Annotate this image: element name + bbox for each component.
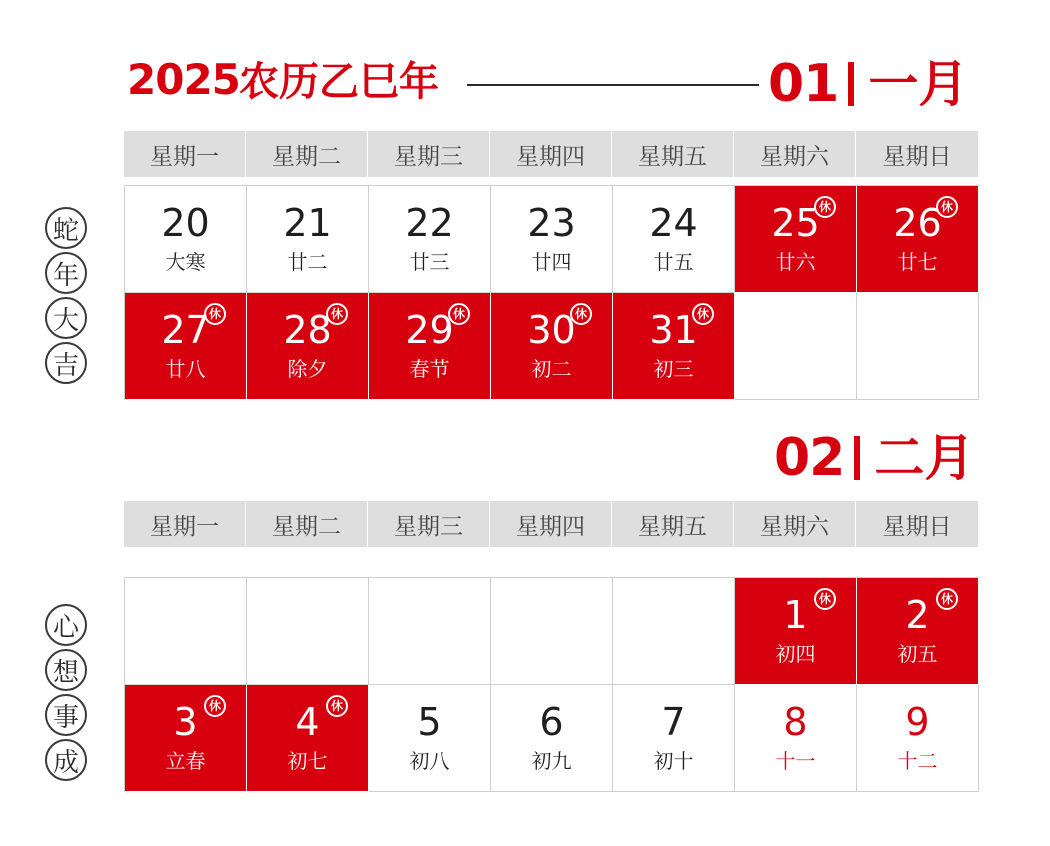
day-cell bbox=[125, 685, 247, 792]
lunar-date: 大寒 bbox=[165, 250, 206, 274]
january-grid bbox=[124, 185, 979, 400]
header-divider-line bbox=[467, 84, 759, 86]
rest-day-badge: 休 bbox=[570, 303, 592, 325]
weekday-label: 星期五 bbox=[612, 131, 734, 177]
day-cell bbox=[369, 293, 491, 400]
february-number: 02 bbox=[774, 428, 845, 488]
weekday-label: 星期六 bbox=[734, 131, 856, 177]
lunar-date: 廿六 bbox=[775, 250, 816, 274]
day-cell bbox=[491, 186, 613, 293]
empty-day-cell bbox=[369, 578, 491, 685]
lunar-date: 廿八 bbox=[165, 357, 206, 381]
lunar-date: 初七 bbox=[287, 749, 328, 773]
empty-day-cell bbox=[491, 578, 613, 685]
day-number: 21 bbox=[283, 201, 332, 245]
day-cell bbox=[613, 293, 735, 400]
empty-day-cell bbox=[735, 293, 857, 400]
lunar-date: 除夕 bbox=[287, 357, 328, 381]
lunar-date: 春节 bbox=[409, 357, 450, 381]
day-cell bbox=[247, 685, 369, 792]
blessing-char: 年 bbox=[45, 252, 87, 294]
weekday-label: 星期四 bbox=[490, 131, 612, 177]
weekday-label: 星期日 bbox=[856, 501, 978, 547]
january-name: 一月 bbox=[868, 55, 969, 113]
lunar-date: 初十 bbox=[653, 749, 694, 773]
day-cell bbox=[491, 685, 613, 792]
day-cell bbox=[247, 293, 369, 400]
day-number: 22 bbox=[405, 201, 454, 245]
january-number: 01 bbox=[768, 54, 839, 114]
empty-day-cell bbox=[857, 293, 979, 400]
blessing-char: 心 bbox=[45, 604, 87, 646]
day-cell bbox=[247, 186, 369, 293]
day-number: 3 bbox=[173, 700, 198, 744]
lunar-date: 初八 bbox=[409, 749, 450, 773]
day-cell bbox=[369, 685, 491, 792]
day-number: 1 bbox=[783, 593, 808, 637]
rest-day-badge: 休 bbox=[326, 303, 348, 325]
lunar-date: 初三 bbox=[653, 357, 694, 381]
day-number: 24 bbox=[649, 201, 698, 245]
blessing-char: 吉 bbox=[45, 342, 87, 384]
day-number: 2 bbox=[905, 593, 930, 637]
blessing-char: 蛇 bbox=[45, 207, 87, 249]
february-blessing bbox=[45, 604, 89, 784]
day-cell bbox=[735, 578, 857, 685]
blessing-char: 成 bbox=[45, 739, 87, 781]
day-number: 23 bbox=[527, 201, 576, 245]
january-blessing bbox=[45, 207, 89, 387]
rest-day-badge: 休 bbox=[814, 588, 836, 610]
day-cell bbox=[491, 293, 613, 400]
weekday-label: 星期日 bbox=[856, 131, 978, 177]
blessing-char: 大 bbox=[45, 297, 87, 339]
rest-day-badge: 休 bbox=[936, 588, 958, 610]
day-number: 4 bbox=[295, 700, 320, 744]
day-number: 20 bbox=[161, 201, 210, 245]
weekday-label: 星期六 bbox=[734, 501, 856, 547]
day-number: 7 bbox=[661, 700, 686, 744]
lunar-date: 初二 bbox=[531, 357, 572, 381]
weekday-label: 星期三 bbox=[368, 501, 490, 547]
lunar-year-title: 农历乙巳年 bbox=[239, 59, 439, 105]
lunar-date: 廿四 bbox=[531, 250, 572, 274]
january-weekday-bar bbox=[124, 131, 978, 177]
lunar-date: 廿三 bbox=[409, 250, 450, 274]
day-cell bbox=[857, 186, 979, 293]
empty-day-cell bbox=[613, 578, 735, 685]
february-separator bbox=[854, 436, 860, 480]
day-cell bbox=[125, 293, 247, 400]
february-heading bbox=[774, 428, 974, 488]
january-separator bbox=[848, 62, 854, 106]
rest-day-badge: 休 bbox=[448, 303, 470, 325]
lunar-date: 初九 bbox=[531, 749, 572, 773]
weekday-label: 星期一 bbox=[124, 131, 246, 177]
rest-day-badge: 休 bbox=[814, 196, 836, 218]
day-number: 29 bbox=[405, 308, 454, 352]
day-number: 26 bbox=[893, 201, 942, 245]
weekday-label: 星期二 bbox=[246, 131, 368, 177]
february-name: 二月 bbox=[874, 429, 975, 487]
rest-day-badge: 休 bbox=[326, 695, 348, 717]
lunar-date: 廿七 bbox=[897, 250, 938, 274]
lunar-date: 廿五 bbox=[653, 250, 694, 274]
february-weekday-bar bbox=[124, 501, 978, 547]
day-cell bbox=[735, 186, 857, 293]
day-cell bbox=[735, 685, 857, 792]
day-cell bbox=[125, 186, 247, 293]
rest-day-badge: 休 bbox=[692, 303, 714, 325]
day-cell bbox=[857, 578, 979, 685]
weekday-label: 星期二 bbox=[246, 501, 368, 547]
day-cell bbox=[613, 186, 735, 293]
day-number: 5 bbox=[417, 700, 442, 744]
rest-day-badge: 休 bbox=[936, 196, 958, 218]
lunar-date: 初四 bbox=[775, 642, 816, 666]
lunar-date: 立春 bbox=[165, 749, 206, 773]
blessing-char: 想 bbox=[45, 649, 87, 691]
february-grid bbox=[124, 577, 979, 792]
day-number: 28 bbox=[283, 308, 332, 352]
january-heading bbox=[768, 54, 968, 114]
day-cell bbox=[369, 186, 491, 293]
rest-day-badge: 休 bbox=[204, 695, 226, 717]
rest-day-badge: 休 bbox=[204, 303, 226, 325]
weekday-label: 星期四 bbox=[490, 501, 612, 547]
day-number: 8 bbox=[783, 700, 808, 744]
empty-day-cell bbox=[125, 578, 247, 685]
lunar-date: 廿二 bbox=[287, 250, 328, 274]
empty-day-cell bbox=[247, 578, 369, 685]
day-number: 25 bbox=[771, 201, 820, 245]
day-number: 30 bbox=[527, 308, 576, 352]
day-number: 9 bbox=[905, 700, 930, 744]
lunar-date: 十一 bbox=[775, 749, 816, 773]
lunar-date: 十二 bbox=[897, 749, 938, 773]
lunar-date: 初五 bbox=[897, 642, 938, 666]
blessing-char: 事 bbox=[45, 694, 87, 736]
day-cell bbox=[857, 685, 979, 792]
day-number: 6 bbox=[539, 700, 564, 744]
weekday-label: 星期三 bbox=[368, 131, 490, 177]
day-cell bbox=[613, 685, 735, 792]
weekday-label: 星期五 bbox=[612, 501, 734, 547]
weekday-label: 星期一 bbox=[124, 501, 246, 547]
day-number: 27 bbox=[161, 308, 210, 352]
calendar-year: 2025 bbox=[127, 55, 240, 104]
day-number: 31 bbox=[649, 308, 698, 352]
